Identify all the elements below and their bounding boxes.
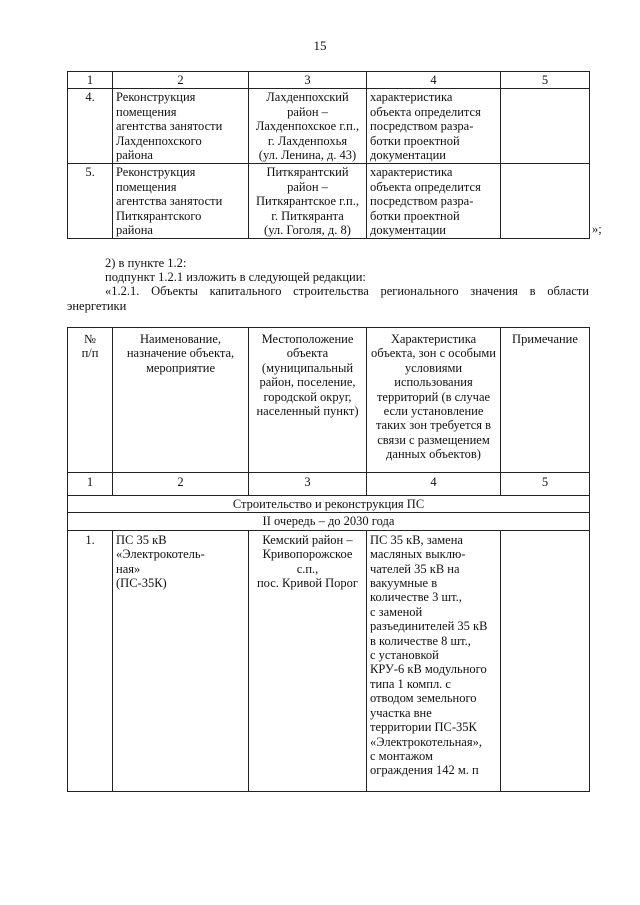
object-characteristic: характеристика объекта определится посредством разра- ботки проектной документации (367, 164, 501, 239)
col-index-5: 5 (501, 72, 590, 89)
header-note: Примечание (501, 328, 590, 473)
col-index-1: 1 (68, 473, 113, 496)
object-characteristic: характеристика объекта определится посредством разра- ботки проектной документации (367, 89, 501, 164)
col-index-3: 3 (249, 473, 367, 496)
col-index-3: 3 (249, 72, 367, 89)
table-row (68, 530, 590, 791)
col-index-2: 2 (113, 473, 249, 496)
col-index-1: 1 (68, 72, 113, 89)
paragraph-point: 2) в пункте 1.2: (105, 256, 187, 270)
row-number: 4. (68, 89, 113, 164)
column-index-row (68, 473, 590, 496)
object-name: Реконструкция помещения агентства занятости Питкярантского района (113, 164, 249, 239)
object-note (501, 164, 590, 239)
paragraph-section-title: «1.2.1. Объекты капитального строительства регионального значения в области энергетики (67, 284, 589, 313)
row-number: 5. (68, 164, 113, 239)
section-row (68, 496, 590, 513)
object-characteristic: ПС 35 кВ, замена масляных выклю- чателей 35 кВ на вакуумные в количестве 3 шт., с заменой разъединителей 35 кВ в количестве 8 шт., с установкой КРУ-6 кВ модульного типа 1 компл. с отводом земельного участка вне территории ПС-35К «Электрокотельная», с монтажом ограждения 142 м. п (367, 530, 501, 791)
col-index-4: 4 (367, 72, 501, 89)
header-characteristic: Характеристика объекта, зон с особыми условиями использования территорий (в случае если установление таких зон требуется в связи с размещением данных объектов) (367, 328, 501, 473)
header-name: Наименование, назначение объекта, мероприятие (113, 328, 249, 473)
row-number: 1. (68, 530, 113, 791)
col-index-5: 5 (501, 473, 590, 496)
table-header-row (68, 72, 590, 89)
object-note (501, 89, 590, 164)
header-number: № п/п (68, 328, 113, 473)
col-index-4: 4 (367, 473, 501, 496)
object-location: Лахденпохский район – Лахденпохское г.п., г. Лахденпохья (ул. Ленина, д. 43) (249, 89, 367, 164)
table-row (68, 89, 590, 164)
closing-quote: »; (592, 222, 602, 236)
table-row (68, 164, 590, 239)
page-number: 15 (313, 38, 327, 53)
table-header-row (68, 328, 590, 473)
subsection-row (68, 513, 590, 530)
section-title: Строительство и реконструкция ПС (68, 496, 590, 513)
paragraph-subpoint: подпункт 1.2.1 изложить в следующей редакции: (105, 270, 366, 284)
object-location: Кемский район – Кривопорожское с.п., пос. Кривой Порог (249, 530, 367, 791)
col-index-2: 2 (113, 72, 249, 89)
object-note (501, 530, 590, 791)
object-location: Питкярантский район – Питкярантское г.п., г. Питкяранта (ул. Гоголя, д. 8) (249, 164, 367, 239)
object-name: ПС 35 кВ «Электрокотель- ная» (ПС-35К) (113, 530, 249, 791)
object-name: Реконструкция помещения агентства занятости Лахденпохского района (113, 89, 249, 164)
subsection-title: II очередь – до 2030 года (68, 513, 590, 530)
header-location: Местоположение объекта (муниципальный район, поселение, городской округ, населенный пункт) (249, 328, 367, 473)
table-continuation (67, 71, 590, 239)
energy-objects-table (67, 327, 590, 792)
